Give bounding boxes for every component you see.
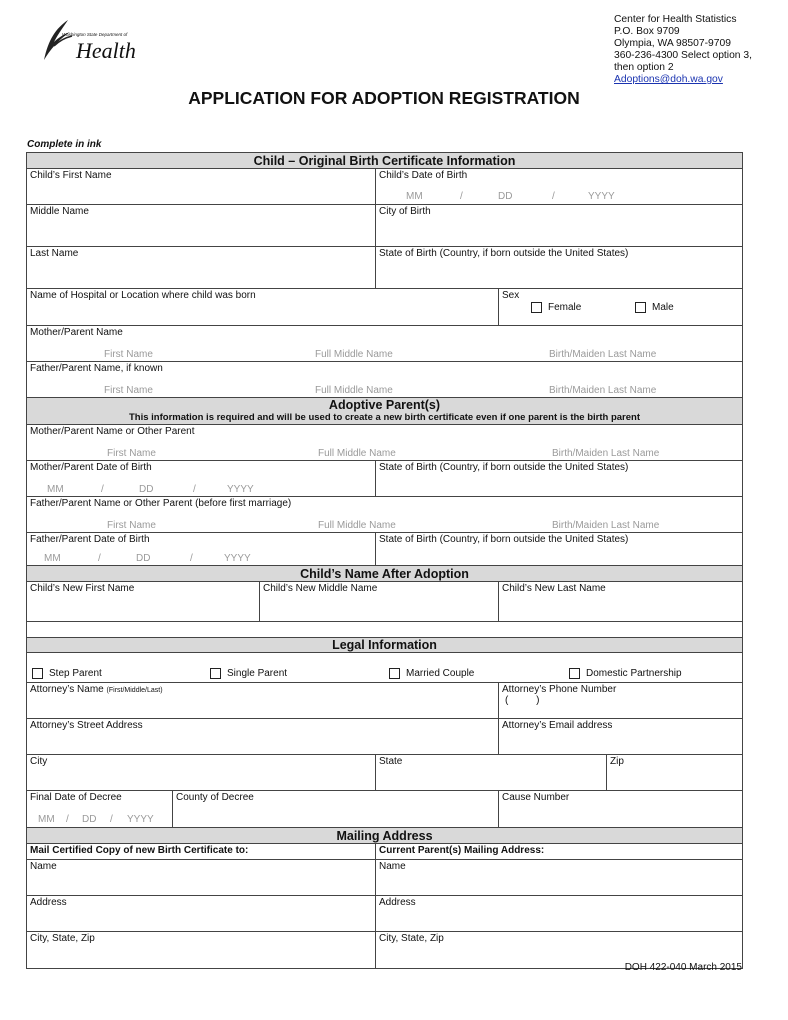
first-name-hint: First Name <box>104 385 153 396</box>
relationship-options <box>27 653 742 682</box>
city-field[interactable] <box>27 755 376 790</box>
parent-address-field[interactable] <box>376 896 742 931</box>
city-of-birth-field[interactable] <box>376 205 742 246</box>
new-middle-name-field[interactable] <box>260 582 499 621</box>
child-middle-name-field[interactable] <box>27 205 376 246</box>
field-label: Address <box>30 897 67 908</box>
address-line: Olympia, WA 98507-9709 <box>614 38 731 49</box>
adoptive-mother-name-field[interactable] <box>27 425 742 460</box>
field-label: State of Birth (Country, if born outside the United States) <box>379 462 629 473</box>
yyyy-hint: YYYY <box>127 814 154 825</box>
option-label: Domestic Partnership <box>586 668 682 680</box>
field-label: Attorney’s Name <box>30 684 104 695</box>
attorney-email-field[interactable] <box>499 719 742 754</box>
slash-hint: / <box>110 814 113 825</box>
county-field[interactable] <box>173 791 499 827</box>
address-line: 360-236-4300 Select option 3, <box>614 50 752 61</box>
document-title: APPLICATION FOR ADOPTION REGISTRATION <box>188 88 580 108</box>
middle-name-hint: Full Middle Name <box>315 385 393 396</box>
last-name-hint: Birth/Maiden Last Name <box>549 385 657 396</box>
child-last-name-field[interactable] <box>27 247 376 288</box>
mm-hint: MM <box>406 191 423 202</box>
hospital-field[interactable] <box>27 289 499 325</box>
mail-name-field[interactable] <box>27 860 376 895</box>
slash-hint: / <box>552 191 555 202</box>
field-label: State of Birth (Country, if born outside the United States) <box>379 534 629 545</box>
sex-field <box>499 289 742 325</box>
zip-field[interactable] <box>607 755 742 790</box>
yyyy-hint: YYYY <box>224 553 251 564</box>
slash-hint: / <box>98 553 101 564</box>
field-label: Mother/Parent Name or Other Parent <box>30 426 195 437</box>
field-label: City, State, Zip <box>30 933 95 944</box>
mother-name-field[interactable] <box>27 326 742 361</box>
field-label: Name <box>379 861 406 872</box>
adoptive-mother-dob-field[interactable] <box>27 461 376 496</box>
attorney-name-field[interactable] <box>27 683 499 718</box>
section-title: Legal Information <box>332 638 437 652</box>
new-name-section-header <box>26 566 743 582</box>
adoptive-mother-state-field[interactable] <box>376 461 742 496</box>
field-label: Child’s New First Name <box>30 583 135 594</box>
field-label: City, State, Zip <box>379 933 444 944</box>
address-line: Center for Health Statistics <box>614 14 737 25</box>
field-label: Final Date of Decree <box>30 792 122 803</box>
yyyy-hint: YYYY <box>588 191 615 202</box>
form-number: DOH 422-040 March 2015 <box>624 962 742 973</box>
field-label: Address <box>379 897 416 908</box>
field-label: Attorney’s Phone Number <box>502 684 617 695</box>
current-parent-address-heading: Current Parent(s) Mailing Address: <box>379 845 545 856</box>
option-label: Female <box>548 302 582 314</box>
dd-hint: DD <box>139 484 154 495</box>
middle-name-hint: Full Middle Name <box>315 349 393 360</box>
field-label: County of Decree <box>176 792 254 803</box>
slash-hint: / <box>190 553 193 564</box>
field-label: Father/Parent Name, if known <box>30 363 163 374</box>
field-label: Father/Parent Date of Birth <box>30 534 150 545</box>
section-title: Mailing Address <box>336 828 433 843</box>
attorney-street-field[interactable] <box>27 719 499 754</box>
field-label: Mother/Parent Date of Birth <box>30 462 152 473</box>
address-line: P.O. Box 9709 <box>614 26 680 37</box>
new-last-name-field[interactable] <box>499 582 742 621</box>
first-name-hint: First Name <box>107 448 156 459</box>
field-label: City <box>30 756 48 767</box>
field-label: Zip <box>610 756 624 767</box>
legal-section-header <box>26 637 743 653</box>
female-checkbox[interactable] <box>531 302 542 313</box>
state-of-birth-field[interactable] <box>376 247 742 288</box>
mm-hint: MM <box>38 814 55 825</box>
decree-date-field[interactable] <box>27 791 173 827</box>
adoptive-father-state-field[interactable] <box>376 533 742 565</box>
field-label: City of Birth <box>379 206 431 217</box>
first-name-hint: First Name <box>104 349 153 360</box>
state-field[interactable] <box>376 755 607 790</box>
complete-in-ink-note: Complete in ink <box>27 139 102 150</box>
father-name-field[interactable] <box>27 362 742 397</box>
slash-hint: / <box>66 814 69 825</box>
mailing-section-header <box>26 828 743 844</box>
mm-hint: MM <box>47 484 64 495</box>
domestic-partnership-checkbox[interactable] <box>569 668 580 679</box>
field-label: Child’s New Middle Name <box>263 583 378 594</box>
single-parent-option[interactable] <box>210 668 287 679</box>
dd-hint: DD <box>136 553 151 564</box>
logo-agency-text: Washington State Department of <box>62 32 128 37</box>
address-line: then option 2 <box>614 62 674 73</box>
field-label: Child’s First Name <box>30 170 112 181</box>
field-label: Last Name <box>30 248 79 259</box>
phone-parens: ( ) <box>505 695 540 706</box>
last-name-hint: Birth/Maiden Last Name <box>552 520 660 531</box>
option-label: Step Parent <box>49 668 102 680</box>
field-label: Child’s Date of Birth <box>379 170 468 181</box>
adoptive-father-dob-field[interactable] <box>27 533 376 565</box>
field-label: Sex <box>502 290 520 301</box>
section-title: Child – Original Birth Certificate Information <box>253 153 516 168</box>
field-label: Middle Name <box>30 206 89 217</box>
field-label: Name <box>30 861 57 872</box>
field-label: Child’s New Last Name <box>502 583 606 594</box>
slash-hint: / <box>101 484 104 495</box>
first-name-hint: First Name <box>107 520 156 531</box>
married-couple-option[interactable] <box>389 668 474 679</box>
field-label: Cause Number <box>502 792 570 803</box>
child-dob-field[interactable] <box>376 169 742 204</box>
attorney-phone-field[interactable] <box>499 683 742 718</box>
child-first-name-field[interactable] <box>27 169 376 204</box>
field-label: Father/Parent Name or Other Parent (before first marriage) <box>30 498 292 509</box>
slash-hint: / <box>460 191 463 202</box>
yyyy-hint: YYYY <box>227 484 254 495</box>
male-checkbox[interactable] <box>635 302 646 313</box>
dd-hint: DD <box>498 191 513 202</box>
child-section-header <box>26 153 743 169</box>
field-label: Attorney’s Email address <box>502 720 613 731</box>
new-first-name-field[interactable] <box>27 582 260 621</box>
feather-logo-icon <box>42 18 78 64</box>
cause-number-field[interactable] <box>499 791 742 827</box>
male-option[interactable] <box>635 302 674 313</box>
doh-logo <box>42 18 152 64</box>
mail-copy-to-heading: Mail Certified Copy of new Birth Certificate to: <box>27 844 376 859</box>
last-name-hint: Birth/Maiden Last Name <box>549 349 657 360</box>
option-label: Single Parent <box>227 668 288 680</box>
married-couple-checkbox[interactable] <box>389 668 400 679</box>
step-parent-checkbox[interactable] <box>32 668 43 679</box>
mail-address-field[interactable] <box>27 896 376 931</box>
domestic-partnership-option[interactable] <box>569 668 682 679</box>
last-name-hint: Birth/Maiden Last Name <box>552 448 660 459</box>
slash-hint: / <box>193 484 196 495</box>
section-title: Adoptive Parent(s) <box>328 398 441 412</box>
field-label: Attorney’s Street Address <box>30 720 143 731</box>
single-parent-checkbox[interactable] <box>210 668 221 679</box>
female-option[interactable] <box>531 302 581 313</box>
adoptive-father-name-field[interactable] <box>27 497 742 532</box>
middle-name-hint: Full Middle Name <box>318 448 396 459</box>
field-label: State <box>379 756 403 767</box>
option-label: Married Couple <box>406 668 475 680</box>
mail-city-state-zip-field[interactable] <box>27 932 376 968</box>
logo-health-text: Health <box>76 38 136 63</box>
field-note: (First/Middle/Last) <box>106 687 163 694</box>
section-title: Child’s Name After Adoption <box>300 566 469 581</box>
adoption-form <box>26 152 743 969</box>
field-label: Mother/Parent Name <box>30 327 123 338</box>
option-label: Male <box>652 302 674 314</box>
middle-name-hint: Full Middle Name <box>318 520 396 531</box>
dd-hint: DD <box>82 814 97 825</box>
section-note: This information is required and will be used to create a new birth certificate even if one parent is the birth parent <box>129 412 640 423</box>
mm-hint: MM <box>44 553 61 564</box>
adoptive-section-header <box>26 398 743 425</box>
step-parent-option[interactable] <box>32 668 102 679</box>
email-link[interactable]: Adoptions@doh.wa.gov <box>614 74 723 85</box>
field-label: State of Birth (Country, if born outside the United States) <box>379 248 629 259</box>
field-label: Name of Hospital or Location where child was born <box>30 290 256 301</box>
parent-name-field[interactable] <box>376 860 742 895</box>
agency-address <box>614 14 752 86</box>
